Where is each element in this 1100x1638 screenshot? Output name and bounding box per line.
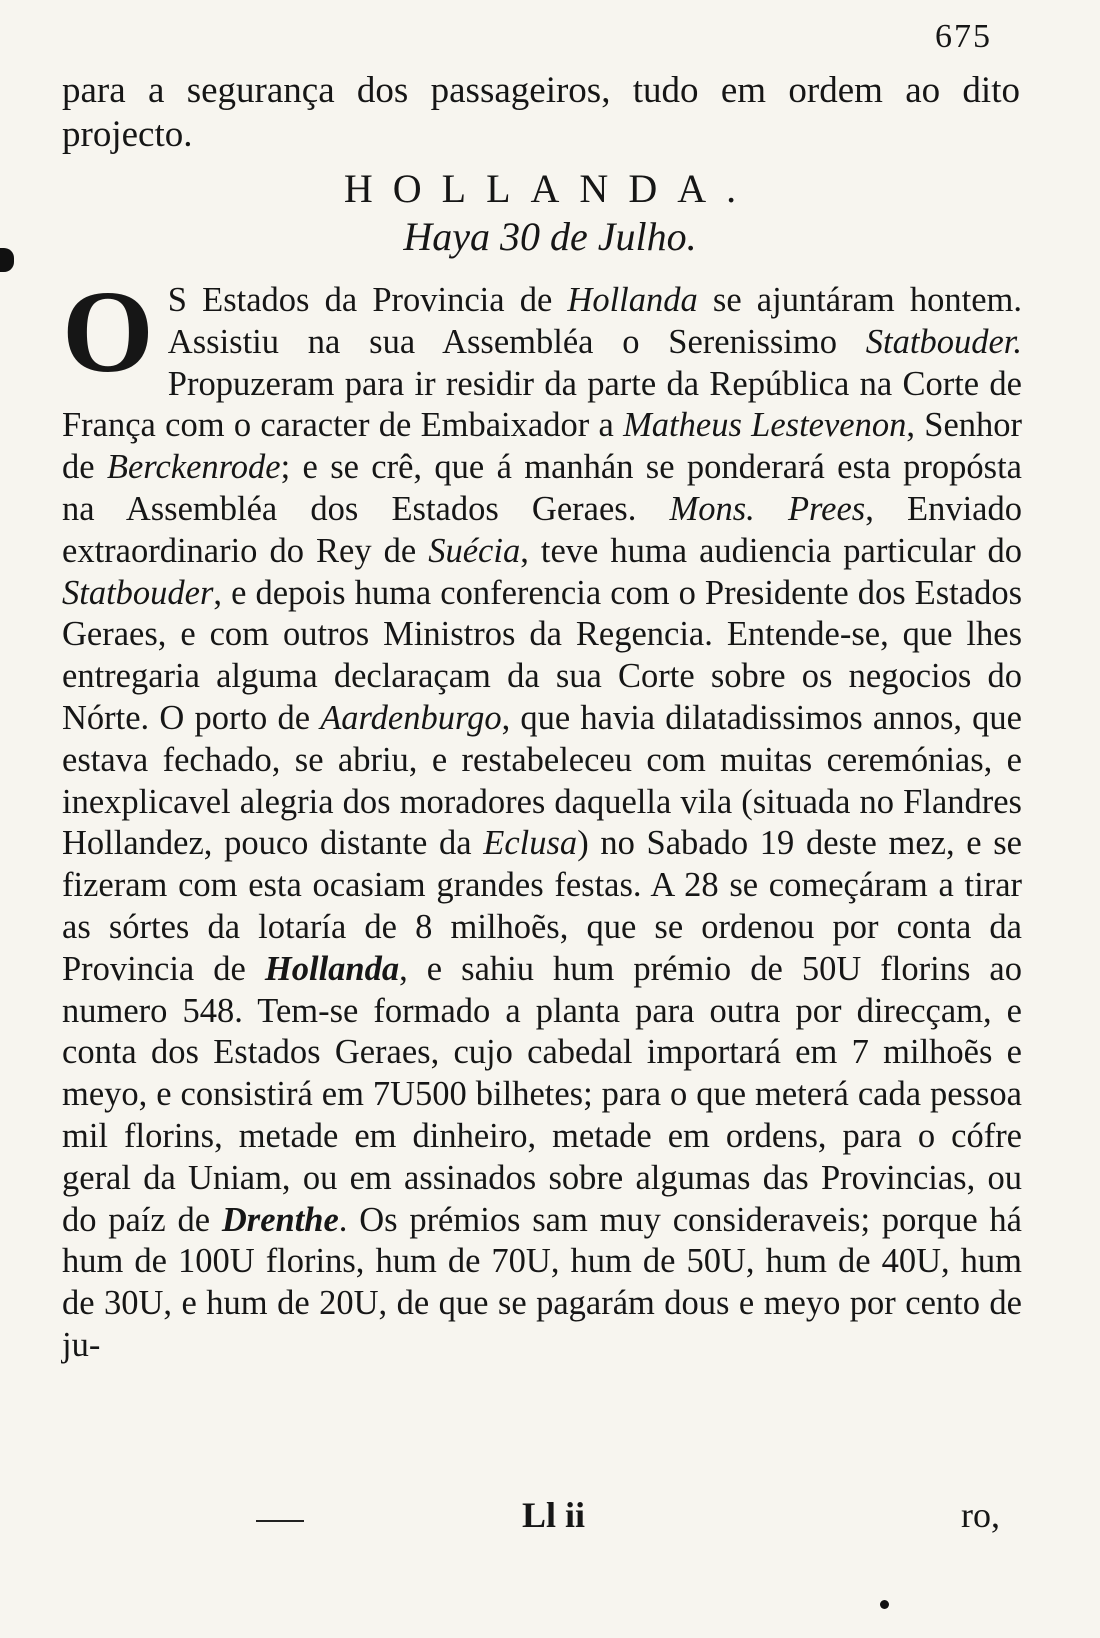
dateline: Haya 30 de Julho. xyxy=(403,214,697,259)
text-segment: , que havia dilatadissimos annos, que estava fechado, se abriu, e restabeleceu com muitas ceremónias, e inexplicavel alegria dos moradores daquella vila (situada no Flandres Hollandez, pouco distante da xyxy=(62,698,1022,863)
rule-mark xyxy=(256,1520,304,1522)
drop-cap: O xyxy=(62,266,154,397)
continued-text-line-end: projecto. xyxy=(62,114,193,155)
text-segment: , Senhor de xyxy=(62,406,1022,487)
text-segment: , teve huma audiencia particular do xyxy=(520,531,1023,570)
text-segment: Hollanda xyxy=(567,281,698,319)
article-body xyxy=(62,266,1023,1367)
text-segment: Eclusa xyxy=(483,824,578,863)
section-heading: HOLLANDA. xyxy=(343,166,757,211)
text-segment: S Estados da Provincia de xyxy=(167,281,568,319)
text-segment: Berckenrode xyxy=(106,448,281,487)
text-segment: Statbouder. xyxy=(865,322,1022,361)
text-segment: Statbouder xyxy=(62,573,214,612)
text-segment: se ajuntáram hontem. Assistiu na sua Assembléa o Serenissimo xyxy=(167,281,1023,361)
text-segment: Propuzeram para ir residir da parte da República na Corte de França com o caracter de Embaixador a xyxy=(62,364,1022,445)
catchword: ro, xyxy=(961,1495,1000,1535)
text-segment: ) no Sabado 19 deste mez, e se fizeram com esta ocasiam grandes festas. A 28 se começáram a tirar as sórtes da lotaría de 8 milhoẽs, que se ordenou por conta da Provincia de xyxy=(62,824,1022,988)
continued-text-line: para a segurança dos passageiros, tudo em ordem ao dito xyxy=(62,70,1020,111)
text-segment: Mons. Prees xyxy=(669,489,866,528)
text-segment: . Os prémios sam muy consideraveis; porque há hum de 100U florins, hum de 70U, hum de 50U, hum de 40U, hum de 30U, e hum de 20U, de que se pagarám dous e meyo por cento de ju- xyxy=(62,1200,1022,1364)
text-segment: , e depois huma conferencia com o Presidente dos Estados Geraes, e com outros Ministros da Regencia. Entende-se, que lhes entregaria alguma declaraçam da sua Corte sobre os negocios do Nórte. O porto de xyxy=(62,573,1022,737)
page-number: 675 xyxy=(935,18,992,55)
text-segment: Hollanda xyxy=(264,949,400,988)
text-segment: Drenthe xyxy=(221,1200,339,1239)
text-segment: Suécia xyxy=(428,531,521,570)
text-segment: , Enviado extraordinario do Rey de xyxy=(62,489,1022,570)
text-segment: Aardenburgo xyxy=(320,698,502,737)
text-segment: Matheus Lestevenon xyxy=(623,406,907,445)
ink-speck xyxy=(880,1600,889,1609)
signature-mark: Ll ii xyxy=(522,1495,586,1535)
text-segment: ; e se crê, que á manhán se ponderará esta propósta na Assembléa dos Estados Geraes. xyxy=(62,448,1022,528)
text-segment: , e sahiu hum prémio de 50U florins ao numero 548. Tem-se formado a planta para outra por direcçam, e conta dos Estados Geraes, cujo cabedal importará em 7 milhoẽs e meyo, e consistirá em 7U500 bilhetes; para o que meterá cada pessoa mil florins, metade em dinheiro, metade em ordens, para o cófre geral da Uniam, ou em assinados sobre algumas das Provincias, ou do paíz de xyxy=(62,949,1022,1239)
